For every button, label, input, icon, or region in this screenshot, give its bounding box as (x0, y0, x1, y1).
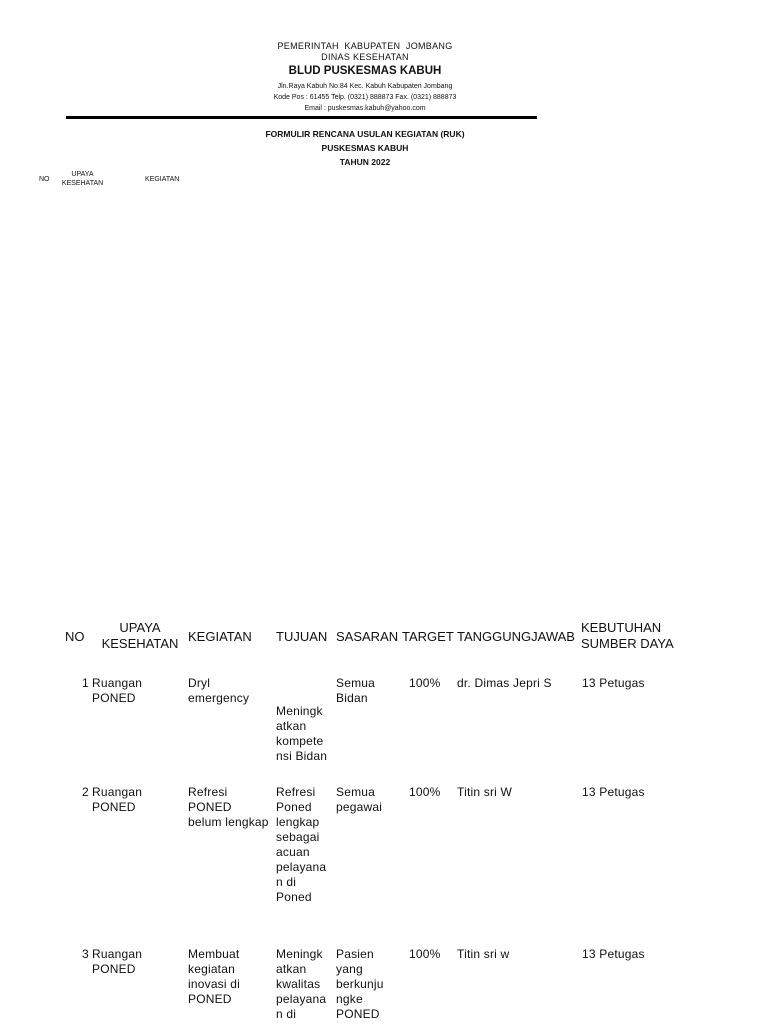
row-3-sasaran-line-3: berkunju (336, 977, 384, 991)
row-2-upaya-line-1: Ruangan (92, 785, 143, 799)
row-1-upaya (92, 676, 142, 706)
email-line: Email : puskesmas.kabuh@yahoo.com (304, 105, 426, 112)
row-3-kegiatan-line-4: PONED (188, 992, 232, 1006)
row-1-upaya-line-2: PONED (92, 691, 136, 705)
th-upaya-line-1: UPAYA (119, 620, 161, 635)
row-2-target: 100% (409, 785, 441, 799)
letterhead-gov (150, 41, 580, 63)
row-3-sasaran-line-2: yang (336, 962, 363, 976)
row-2-sasaran (336, 785, 382, 815)
org-name: BLUD PUSKESMAS KABUH (288, 65, 442, 77)
mini-header-upaya-line-2: KESEHATAN (61, 180, 104, 187)
th-sasaran: SASARAN (336, 629, 399, 644)
row-1-target: 100% (409, 676, 441, 690)
th-tujuan: TUJUAN (276, 629, 328, 644)
mini-header-no: NO (39, 176, 50, 183)
gov-line-2: DINAS KESEHATAN (321, 52, 409, 62)
row-2-kegiatan-line-2: PONED (188, 800, 232, 814)
row-3-kegiatan-line-2: kegiatan (188, 962, 235, 976)
row-1-tujuan (276, 704, 334, 764)
address-line-1: Jln.Raya Kabuh No.84 Kec. Kabuh Kabupaten Jombang (277, 83, 453, 90)
row-1-sasaran-line-2: Bidan (336, 691, 368, 705)
letterhead-address (150, 81, 580, 114)
row-3-tujuan-line-2: atkan (276, 962, 307, 976)
row-3-kegiatan (188, 947, 240, 1007)
gov-line-1: PEMERINTAH KABUPATEN JOMBANG (277, 41, 453, 51)
row-3-upaya (92, 947, 142, 977)
th-upaya-line-2: KESEHATAN (101, 636, 179, 651)
row-3-tujuan-line-3: kwalitas (276, 977, 321, 991)
row-3-tujuan-line-4: pelayana (276, 992, 327, 1006)
th-kebutuhan (581, 620, 674, 652)
row-2-upaya (92, 785, 142, 815)
row-2-upaya-line-2: PONED (92, 800, 136, 814)
address-line-2: Kode Pos : 61455 Telp. (0321) 888873 Fax. (0321) 888873 (273, 94, 457, 101)
row-1-upaya-line-1: Ruangan (92, 676, 143, 690)
row-3-no: 3 (82, 947, 89, 961)
th-kebutuhan-line-2: SUMBER DAYA (581, 636, 674, 651)
row-1-sasaran-line-1: Semua (336, 676, 376, 690)
row-1-sasaran (336, 676, 375, 706)
form-title-line-2: PUSKESMAS KABUH (321, 143, 409, 153)
row-2-tujuan-line-5: acuan (276, 845, 310, 859)
row-2-tujuan-line-2: Poned (276, 800, 312, 814)
th-target: TARGET (402, 629, 454, 644)
row-2-tanggungjawab: Titin sri W (457, 785, 513, 799)
row-2-tujuan-line-1: Refresi (276, 785, 316, 799)
row-2-tujuan (276, 785, 334, 905)
th-tanggungjawab: TANGGUNGJAWAB (457, 629, 575, 644)
row-1-tujuan-line-2: atkan (276, 719, 307, 733)
letterhead-divider (66, 116, 537, 119)
row-1-kegiatan-line-2: emergency (188, 691, 250, 705)
row-2-tujuan-line-3: lengkap (276, 815, 320, 829)
row-2-kegiatan-line-1: Refresi (188, 785, 228, 799)
row-3-target: 100% (409, 947, 441, 961)
row-3-kegiatan-line-3: inovasi di (188, 977, 241, 991)
row-2-tujuan-line-4: sebagai (276, 830, 320, 844)
row-1-no: 1 (82, 676, 89, 690)
row-2-no: 2 (82, 785, 89, 799)
row-3-tujuan-line-1: Meningk (276, 947, 323, 961)
row-3-sasaran-line-4: ngke (336, 992, 363, 1006)
row-3-kebutuhan: 13 Petugas (582, 947, 645, 961)
mini-header-upaya (55, 170, 110, 188)
row-3-sasaran-line-1: Pasien (336, 947, 374, 961)
row-1-kegiatan-line-1: Dryl (188, 676, 211, 690)
mini-header-upaya-line-1: UPAYA (71, 171, 94, 178)
row-1-tanggungjawab: dr. Dimas Jepri S (457, 676, 552, 690)
form-title-line-1: FORMULIR RENCANA USULAN KEGIATAN (RUK) (265, 129, 465, 139)
row-3-upaya-line-1: Ruangan (92, 947, 143, 961)
row-3-kegiatan-line-1: Membuat (188, 947, 240, 961)
mini-header-kegiatan: KEGIATAN (145, 176, 180, 183)
form-title-line-3: TAHUN 2022 (339, 157, 391, 167)
th-kegiatan: KEGIATAN (188, 629, 252, 644)
row-3-upaya-line-2: PONED (92, 962, 136, 976)
row-2-sasaran-line-2: pegawai (336, 800, 383, 814)
th-no: NO (65, 629, 85, 644)
row-2-tujuan-line-6: pelayana (276, 860, 327, 874)
row-1-kegiatan (188, 676, 249, 706)
row-2-kegiatan-line-3: belum lengkap (188, 815, 269, 829)
row-2-tujuan-line-7: n di (276, 875, 297, 889)
row-1-tujuan-line-1: Meningk (276, 704, 323, 718)
row-2-sasaran-line-1: Semua (336, 785, 376, 799)
th-kebutuhan-line-1: KEBUTUHAN (581, 620, 662, 635)
row-2-tujuan-line-8: Poned (276, 890, 312, 904)
row-3-tanggungjawab: Titin sri w (457, 947, 510, 961)
row-1-tujuan-line-4: nsi Bidan (276, 749, 328, 763)
row-2-kebutuhan: 13 Petugas (582, 785, 645, 799)
row-1-kebutuhan: 13 Petugas (582, 676, 645, 690)
row-3-sasaran-line-5: PONED (336, 1007, 380, 1021)
row-2-kegiatan (188, 785, 269, 830)
row-1-tujuan-line-3: kompete (276, 734, 324, 748)
row-3-tujuan-line-5: n di (276, 1007, 297, 1021)
row-3-sasaran (336, 947, 384, 1022)
form-title (150, 127, 580, 169)
th-upaya (90, 620, 190, 652)
row-3-tujuan (276, 947, 334, 1022)
